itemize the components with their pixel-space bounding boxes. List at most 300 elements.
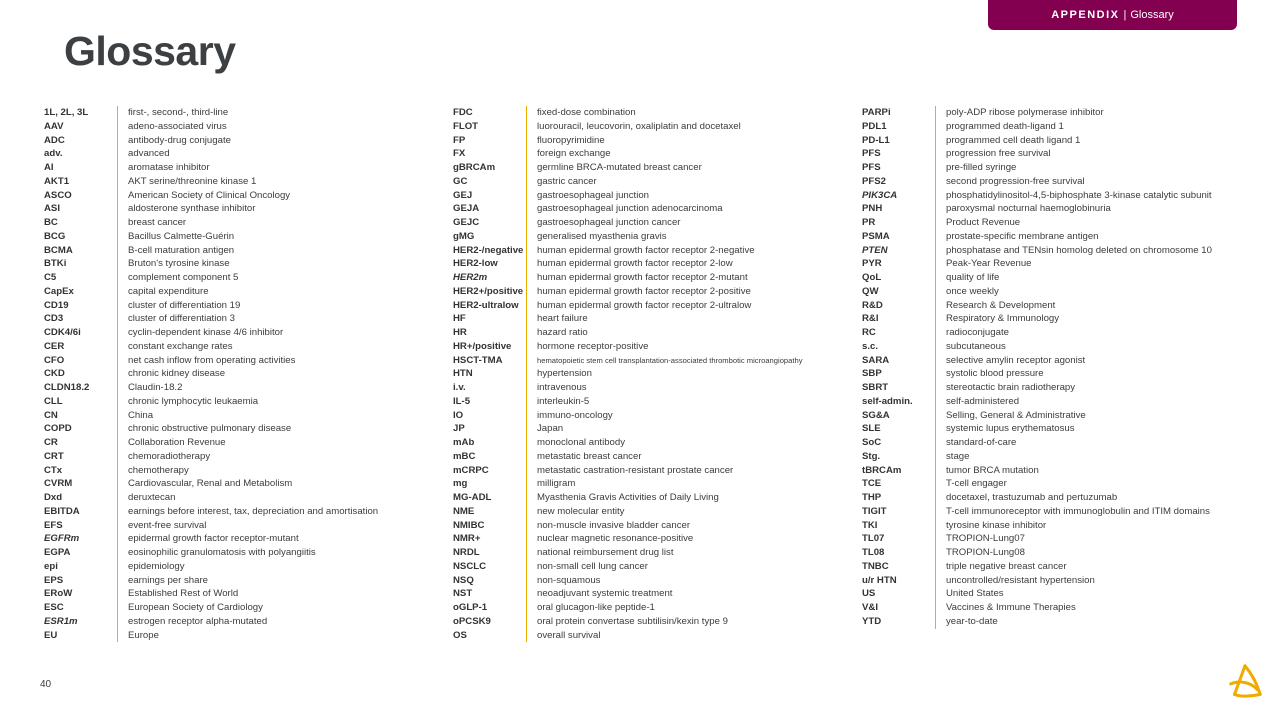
glossary-definition: chronic obstructive pulmonary disease	[128, 423, 292, 435]
glossary-definition: monoclonal antibody	[537, 437, 626, 448]
glossary-row	[44, 422, 378, 436]
glossary-definition: cyclin-dependent kinase 4/6 inhibitor	[128, 327, 284, 338]
glossary-definition: nuclear magnetic resonance-positive	[537, 533, 694, 545]
glossary-term: HSCT-TMA	[453, 354, 527, 368]
glossary-definition: chemoradiotherapy	[128, 450, 211, 462]
glossary-term: HR+/positive	[453, 340, 527, 354]
glossary-definition: fluoropyrimidine	[537, 134, 605, 146]
glossary-term: HER2-ultralow	[453, 299, 527, 313]
glossary-definition: capital expenditure	[128, 285, 209, 297]
glossary-row	[862, 230, 1212, 244]
glossary-row	[453, 601, 803, 615]
glossary-definition: radioconjugate	[946, 327, 1009, 338]
glossary-term: HR	[453, 326, 527, 340]
glossary-row	[862, 477, 1212, 491]
glossary-term: CKD	[44, 367, 118, 381]
glossary-definition: selective amylin receptor agonist	[946, 354, 1086, 366]
glossary-row	[44, 161, 378, 175]
glossary-term: R&D	[862, 299, 936, 313]
glossary-row	[44, 450, 378, 464]
glossary-row	[862, 409, 1212, 423]
glossary-term: NME	[453, 505, 527, 519]
glossary-row	[862, 202, 1212, 216]
glossary-definition: overall survival	[537, 629, 601, 641]
glossary-term: BCMA	[44, 244, 118, 258]
glossary-row	[862, 257, 1212, 271]
glossary-row	[453, 175, 803, 189]
glossary-row	[453, 340, 803, 354]
glossary-term: CapEx	[44, 285, 118, 299]
glossary-definition: Claudin-18.2	[128, 382, 183, 393]
glossary-row	[453, 574, 803, 588]
glossary-row	[862, 546, 1212, 560]
glossary-term: AI	[44, 161, 118, 175]
glossary-term: CRT	[44, 450, 118, 464]
glossary-definition: luorouracil, leucovorin, oxaliplatin and docetaxel	[537, 120, 741, 132]
glossary-row	[862, 106, 1212, 120]
glossary-definition: net cash inflow from operating activities	[128, 354, 296, 366]
glossary-row	[44, 326, 378, 340]
glossary-row	[44, 546, 378, 560]
glossary-row	[453, 629, 803, 643]
appendix-label: APPENDIX	[1051, 9, 1120, 21]
glossary-definition: Peak-Year Revenue	[946, 258, 1032, 270]
glossary-definition: cluster of differentiation 19	[128, 299, 241, 311]
glossary-definition: quality of life	[946, 272, 1000, 283]
glossary-term: mAb	[453, 436, 527, 450]
glossary-term: IL-5	[453, 395, 527, 409]
glossary-definition: TROPION-Lung07	[946, 533, 1025, 545]
glossary-definition: generalised myasthenia gravis	[537, 230, 667, 242]
glossary-term: NSQ	[453, 574, 527, 588]
glossary-definition: hypertension	[537, 368, 592, 380]
glossary-term: FDC	[453, 106, 527, 120]
glossary-definition: human epidermal growth factor receptor 2-negative	[537, 244, 755, 256]
glossary-row	[453, 409, 803, 423]
glossary-term: YTD	[862, 615, 936, 629]
glossary-row	[453, 367, 803, 381]
glossary-term: AAV	[44, 120, 118, 134]
glossary-term: CD3	[44, 312, 118, 326]
glossary-row	[862, 436, 1212, 450]
glossary-definition: fixed-dose combination	[537, 107, 636, 118]
glossary-term: PIK3CA	[862, 189, 936, 203]
glossary-row	[862, 395, 1212, 409]
glossary-definition: stereotactic brain radiotherapy	[946, 382, 1076, 393]
glossary-definition: chemotherapy	[128, 464, 189, 476]
glossary-term: Stg.	[862, 450, 936, 464]
glossary-row	[453, 202, 803, 216]
glossary-row	[453, 450, 803, 464]
glossary-row	[453, 161, 803, 175]
glossary-row	[44, 244, 378, 258]
glossary-term: HTN	[453, 367, 527, 381]
glossary-row	[453, 477, 803, 491]
glossary-definition: milligram	[537, 478, 576, 490]
glossary-definition: Europe	[128, 629, 159, 641]
glossary-definition: Japan	[537, 423, 564, 435]
glossary-term: NMR+	[453, 532, 527, 546]
glossary-term: MG-ADL	[453, 491, 527, 505]
glossary-term: PARPi	[862, 106, 936, 120]
glossary-term: FLOT	[453, 120, 527, 134]
glossary-definition: Selling, General & Administrative	[946, 409, 1086, 421]
glossary-term: EU	[44, 629, 118, 643]
glossary-definition: paroxysmal nocturnal haemoglobinuria	[946, 203, 1111, 215]
glossary-row	[862, 161, 1212, 175]
glossary-definition: constant exchange rates	[128, 340, 233, 352]
glossary-row	[44, 299, 378, 313]
glossary-row	[44, 147, 378, 161]
glossary-row	[453, 312, 803, 326]
glossary-row	[44, 381, 378, 395]
glossary-definition: event-free survival	[128, 519, 207, 531]
glossary-column-1	[44, 106, 378, 642]
glossary-definition: oral glucagon-like peptide-1	[537, 602, 655, 613]
glossary-definition: tumor BRCA mutation	[946, 464, 1039, 476]
glossary-term: EFS	[44, 519, 118, 533]
glossary-row	[453, 257, 803, 271]
glossary-definition: new molecular entity	[537, 505, 625, 517]
glossary-row	[862, 560, 1212, 574]
glossary-row	[862, 422, 1212, 436]
glossary-column-3	[862, 106, 1212, 629]
glossary-definition: phosphatidylinositol-4,5-biphosphate 3-kinase catalytic subunit	[946, 189, 1212, 201]
glossary-definition: prostate-specific membrane antigen	[946, 230, 1099, 242]
glossary-term: SBP	[862, 367, 936, 381]
glossary-row	[44, 134, 378, 148]
glossary-row	[862, 601, 1212, 615]
glossary-row	[862, 147, 1212, 161]
glossary-row	[862, 354, 1212, 368]
glossary-term: TL08	[862, 546, 936, 560]
glossary-definition: once weekly	[946, 285, 999, 297]
glossary-term: SG&A	[862, 409, 936, 423]
glossary-row	[862, 285, 1212, 299]
glossary-row	[44, 436, 378, 450]
glossary-term: CFO	[44, 354, 118, 368]
glossary-row	[453, 354, 803, 368]
glossary-term: CLL	[44, 395, 118, 409]
glossary-definition: aromatase inhibitor	[128, 162, 210, 173]
page-number: 40	[40, 679, 52, 690]
glossary-row	[453, 505, 803, 519]
glossary-definition: non-squamous	[537, 574, 601, 586]
appendix-tab	[988, 0, 1237, 30]
glossary-term: HER2+/positive	[453, 285, 527, 299]
glossary-definition: self-administered	[946, 395, 1020, 407]
glossary-definition: advanced	[128, 148, 170, 160]
glossary-term: RC	[862, 326, 936, 340]
glossary-term: CVRM	[44, 477, 118, 491]
glossary-row	[44, 395, 378, 409]
glossary-term: SBRT	[862, 381, 936, 395]
glossary-term: TNBC	[862, 560, 936, 574]
glossary-definition: tyrosine kinase inhibitor	[946, 519, 1047, 531]
glossary-term: PTEN	[862, 244, 936, 258]
glossary-term: FP	[453, 134, 527, 148]
glossary-definition: human epidermal growth factor receptor 2-mutant	[537, 272, 748, 283]
glossary-definition: systolic blood pressure	[946, 368, 1044, 380]
glossary-definition: antibody-drug conjugate	[128, 134, 231, 146]
glossary-term: mCRPC	[453, 464, 527, 478]
glossary-term: oGLP-1	[453, 601, 527, 615]
glossary-definition: pre-filled syringe	[946, 162, 1017, 173]
glossary-term: TKI	[862, 519, 936, 533]
glossary-row	[44, 532, 378, 546]
glossary-definition: non-small cell lung cancer	[537, 560, 648, 572]
glossary-definition: epidemiology	[128, 560, 185, 572]
glossary-term: AKT1	[44, 175, 118, 189]
glossary-row	[453, 189, 803, 203]
glossary-definition: B-cell maturation antigen	[128, 244, 235, 256]
glossary-row	[862, 340, 1212, 354]
glossary-definition: estrogen receptor alpha-mutated	[128, 615, 268, 627]
glossary-term: HER2-low	[453, 257, 527, 271]
glossary-term: THP	[862, 491, 936, 505]
glossary-term: GEJC	[453, 216, 527, 230]
glossary-row	[44, 505, 378, 519]
glossary-definition: human epidermal growth factor receptor 2-positive	[537, 285, 751, 297]
glossary-definition: complement component 5	[128, 272, 239, 283]
glossary-definition: aldosterone synthase inhibitor	[128, 203, 256, 215]
glossary-term: V&I	[862, 601, 936, 615]
glossary-term: SARA	[862, 354, 936, 368]
glossary-row	[453, 285, 803, 299]
glossary-term: PDL1	[862, 120, 936, 134]
glossary-row	[453, 147, 803, 161]
glossary-term: tBRCAm	[862, 464, 936, 478]
glossary-row	[44, 106, 378, 120]
glossary-definition: gastroesophageal junction	[537, 189, 650, 201]
glossary-definition: neoadjuvant systemic treatment	[537, 588, 673, 600]
glossary-row	[862, 615, 1212, 629]
glossary-term: HER2m	[453, 271, 527, 285]
glossary-term: PR	[862, 216, 936, 230]
glossary-definition: Established Rest of World	[128, 588, 239, 600]
glossary-row	[44, 312, 378, 326]
glossary-row	[862, 299, 1212, 313]
glossary-term: PSMA	[862, 230, 936, 244]
glossary-row	[44, 230, 378, 244]
glossary-row	[44, 409, 378, 423]
glossary-definition: Bacillus Calmette-Guérin	[128, 230, 235, 242]
glossary-term: 1L, 2L, 3L	[44, 106, 118, 120]
glossary-row	[453, 271, 803, 285]
glossary-row	[44, 587, 378, 601]
glossary-term: BC	[44, 216, 118, 230]
glossary-row	[44, 285, 378, 299]
glossary-row	[44, 202, 378, 216]
glossary-term: mg	[453, 477, 527, 491]
glossary-row	[453, 244, 803, 258]
glossary-row	[453, 587, 803, 601]
glossary-definition: immuno-oncology	[537, 409, 613, 421]
glossary-definition: earnings before interest, tax, depreciation and amortisation	[128, 505, 379, 517]
glossary-term: GEJA	[453, 202, 527, 216]
glossary-term: FX	[453, 147, 527, 161]
glossary-term: TL07	[862, 532, 936, 546]
glossary-row	[453, 120, 803, 134]
glossary-row	[453, 216, 803, 230]
glossary-row	[862, 574, 1212, 588]
glossary-term: oPCSK9	[453, 615, 527, 629]
glossary-definition: AKT serine/threonine kinase 1	[128, 175, 257, 187]
glossary-definition: systemic lupus erythematosus	[946, 423, 1075, 435]
glossary-row	[862, 216, 1212, 230]
glossary-definition: Respiratory & Immunology	[946, 313, 1060, 325]
glossary-row	[453, 381, 803, 395]
glossary-row	[453, 560, 803, 574]
glossary-term: QoL	[862, 271, 936, 285]
glossary-row	[44, 271, 378, 285]
glossary-definition: docetaxel, trastuzumab and pertuzumab	[946, 492, 1118, 503]
glossary-definition: chronic lymphocytic leukaemia	[128, 395, 259, 407]
glossary-term: PFS2	[862, 175, 936, 189]
glossary-term: EGPA	[44, 546, 118, 560]
glossary-term: JP	[453, 422, 527, 436]
glossary-term: HER2-/negative	[453, 244, 527, 258]
glossary-definition: metastatic castration-resistant prostate cancer	[537, 464, 734, 476]
glossary-term: HF	[453, 312, 527, 326]
glossary-term: BCG	[44, 230, 118, 244]
glossary-term: ESC	[44, 601, 118, 615]
glossary-row	[862, 587, 1212, 601]
glossary-definition: adeno-associated virus	[128, 120, 227, 132]
glossary-definition: first-, second-, third-line	[128, 107, 229, 118]
glossary-term: CD19	[44, 299, 118, 313]
glossary-row	[862, 491, 1212, 505]
glossary-row	[453, 230, 803, 244]
glossary-row	[862, 175, 1212, 189]
glossary-definition: deruxtecan	[128, 492, 176, 503]
glossary-row	[862, 326, 1212, 340]
glossary-definition: Collaboration Revenue	[128, 437, 226, 448]
glossary-definition: hematopoietic stem cell transplantation-associated thrombotic microangiopathy	[537, 355, 803, 365]
glossary-row	[453, 491, 803, 505]
glossary-row	[453, 422, 803, 436]
glossary-row	[862, 189, 1212, 203]
glossary-definition: metastatic breast cancer	[537, 450, 642, 462]
glossary-definition: second progression-free survival	[946, 175, 1085, 187]
glossary-row	[862, 532, 1212, 546]
glossary-definition: poly-ADP ribose polymerase inhibitor	[946, 107, 1104, 118]
glossary-definition: hormone receptor-positive	[537, 340, 649, 352]
glossary-term: CLDN18.2	[44, 381, 118, 395]
glossary-definition: heart failure	[537, 313, 588, 325]
glossary-definition: earnings per share	[128, 574, 208, 586]
glossary-row	[44, 574, 378, 588]
glossary-row	[862, 464, 1212, 478]
glossary-row	[44, 340, 378, 354]
glossary-term: IO	[453, 409, 527, 423]
glossary-row	[453, 615, 803, 629]
glossary-definition: gastroesophageal junction cancer	[537, 217, 681, 228]
glossary-term: US	[862, 587, 936, 601]
glossary-term: EPS	[44, 574, 118, 588]
glossary-term: PNH	[862, 202, 936, 216]
glossary-definition: American Society of Clinical Oncology	[128, 189, 291, 201]
glossary-term: i.v.	[453, 381, 527, 395]
glossary-term: gBRCAm	[453, 161, 527, 175]
glossary-row	[862, 312, 1212, 326]
glossary-term: self-admin.	[862, 395, 936, 409]
glossary-definition: European Society of Cardiology	[128, 602, 263, 613]
glossary-definition: year-to-date	[946, 615, 998, 627]
glossary-term: ERoW	[44, 587, 118, 601]
glossary-row	[453, 532, 803, 546]
glossary-term: SLE	[862, 422, 936, 436]
glossary-definition: gastric cancer	[537, 175, 597, 187]
glossary-definition: human epidermal growth factor receptor 2-ultralow	[537, 299, 752, 311]
glossary-row	[862, 244, 1212, 258]
glossary-definition: United States	[946, 588, 1004, 600]
glossary-row	[44, 189, 378, 203]
glossary-term: PFS	[862, 147, 936, 161]
glossary-term: NSCLC	[453, 560, 527, 574]
glossary-row	[44, 464, 378, 478]
glossary-definition: human epidermal growth factor receptor 2-low	[537, 258, 733, 270]
glossary-term: mBC	[453, 450, 527, 464]
glossary-definition: national reimbursement drug list	[537, 547, 674, 558]
glossary-term: CR	[44, 436, 118, 450]
glossary-definition: stage	[946, 450, 970, 462]
glossary-term: ESR1m	[44, 615, 118, 629]
glossary-term: CER	[44, 340, 118, 354]
glossary-definition: standard-of-care	[946, 437, 1017, 448]
glossary-row	[862, 450, 1212, 464]
glossary-term: PFS	[862, 161, 936, 175]
glossary-definition: hazard ratio	[537, 327, 588, 338]
glossary-row	[862, 367, 1212, 381]
appendix-topic: Glossary	[1130, 9, 1174, 21]
glossary-row	[44, 216, 378, 230]
glossary-definition: T-cell engager	[946, 478, 1007, 490]
glossary-row	[453, 546, 803, 560]
glossary-definition: Myasthenia Gravis Activities of Daily Living	[537, 492, 719, 503]
glossary-term: C5	[44, 271, 118, 285]
glossary-definition: T-cell immunoreceptor with immunoglobulin and ITIM domains	[946, 505, 1210, 517]
glossary-term: OS	[453, 629, 527, 643]
glossary-term: gMG	[453, 230, 527, 244]
glossary-row	[862, 505, 1212, 519]
glossary-term: EBITDA	[44, 505, 118, 519]
glossary-definition: interleukin-5	[537, 395, 590, 407]
glossary-definition: China	[128, 409, 154, 421]
glossary-definition: programmed cell death ligand 1	[946, 134, 1081, 146]
glossary-term: CN	[44, 409, 118, 423]
glossary-row	[453, 134, 803, 148]
glossary-row	[862, 134, 1212, 148]
glossary-definition: Vaccines & Immune Therapies	[946, 602, 1076, 613]
glossary-definition: gastroesophageal junction adenocarcinoma	[537, 203, 723, 215]
glossary-definition: triple negative breast cancer	[946, 560, 1067, 572]
glossary-definition: subcutaneous	[946, 340, 1006, 352]
glossary-definition: germline BRCA-mutated breast cancer	[537, 162, 702, 173]
glossary-row	[44, 629, 378, 643]
glossary-column-2	[453, 106, 803, 642]
glossary-row	[44, 477, 378, 491]
glossary-term: u/r HTN	[862, 574, 936, 588]
glossary-definition: programmed death-ligand 1	[946, 120, 1064, 132]
glossary-row	[862, 381, 1212, 395]
glossary-term: BTKi	[44, 257, 118, 271]
glossary-term: GEJ	[453, 189, 527, 203]
glossary-row	[453, 106, 803, 120]
glossary-row	[44, 491, 378, 505]
glossary-definition: Cardiovascular, Renal and Metabolism	[128, 478, 293, 490]
glossary-definition: eosinophilic granulomatosis with polyangiitis	[128, 547, 316, 558]
